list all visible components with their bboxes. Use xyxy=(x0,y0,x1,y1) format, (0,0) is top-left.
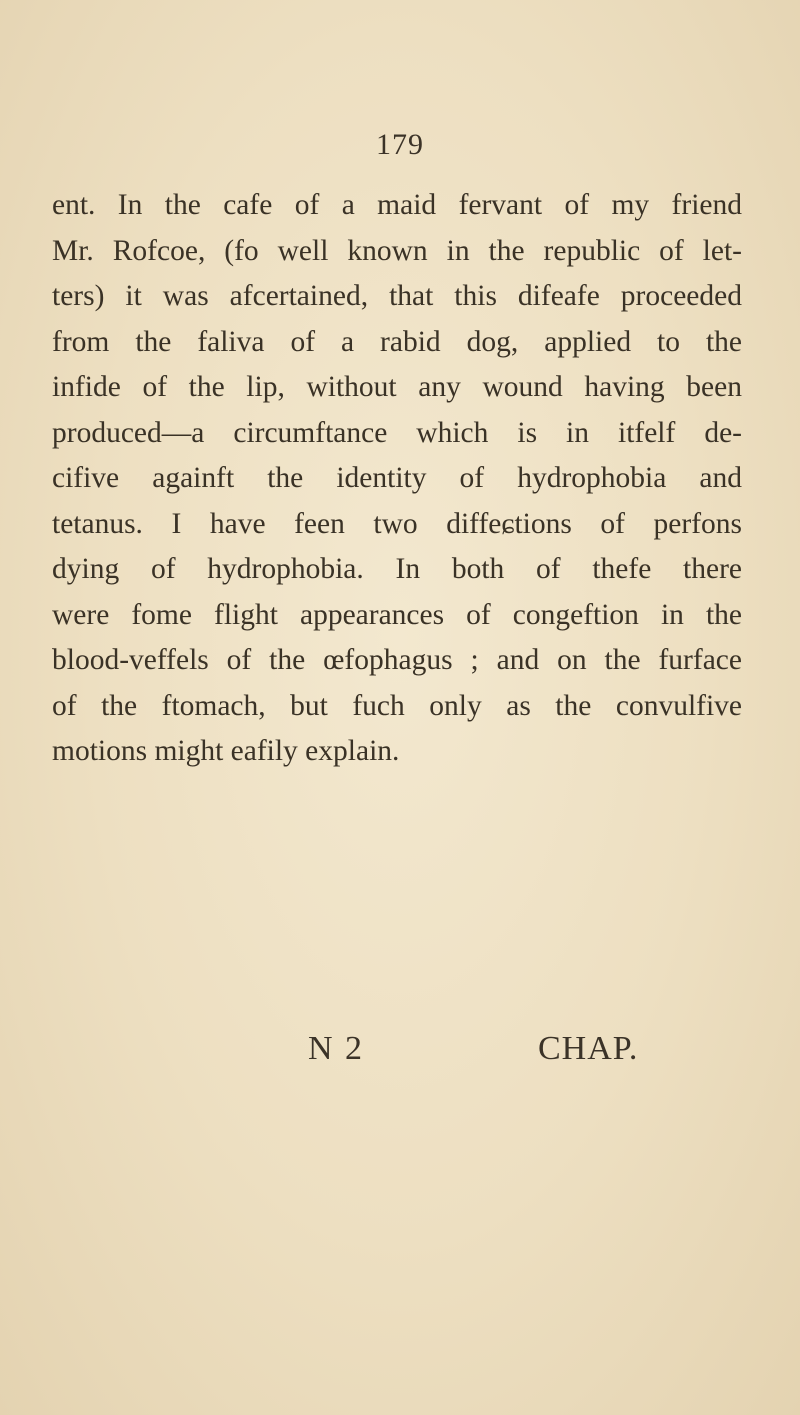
text-line: dying of hydrophobia. In both of thefe there xyxy=(52,553,742,585)
text-line: infide of the lip, without any wound having been xyxy=(52,371,742,403)
signature-mark: N 2 xyxy=(308,1030,365,1067)
text-line: of the ftomach, but fuch only as the convulfive xyxy=(52,689,742,722)
text-line: produced—a circumftance which is in itfelf de- xyxy=(52,416,742,449)
text-line: Mr. Rofcoe, (fo well known in the republic of let- xyxy=(52,234,742,267)
text-line: ters) it was afcertained, that this difeafe proceeded xyxy=(52,280,742,312)
body-text xyxy=(52,183,742,775)
text-line: ent. In the cafe of a maid fervant of my friend xyxy=(52,189,742,221)
text-line: blood-veffels of the œfophagus ; and on the furface xyxy=(52,644,742,676)
text-line: motions might eafily explain. xyxy=(52,735,400,767)
catchword: CHAP. xyxy=(538,1030,639,1067)
text-line: tetanus. I have feen two diffeɕtions of perfons xyxy=(52,507,742,540)
text-line: were fome flight appearances of congeftion in the xyxy=(52,598,742,631)
text-line: from the faliva of a rabid dog, applied to the xyxy=(52,325,742,358)
page-number: 179 xyxy=(376,128,424,161)
text-line: cifive againft the identity of hydrophobia and xyxy=(52,462,742,494)
